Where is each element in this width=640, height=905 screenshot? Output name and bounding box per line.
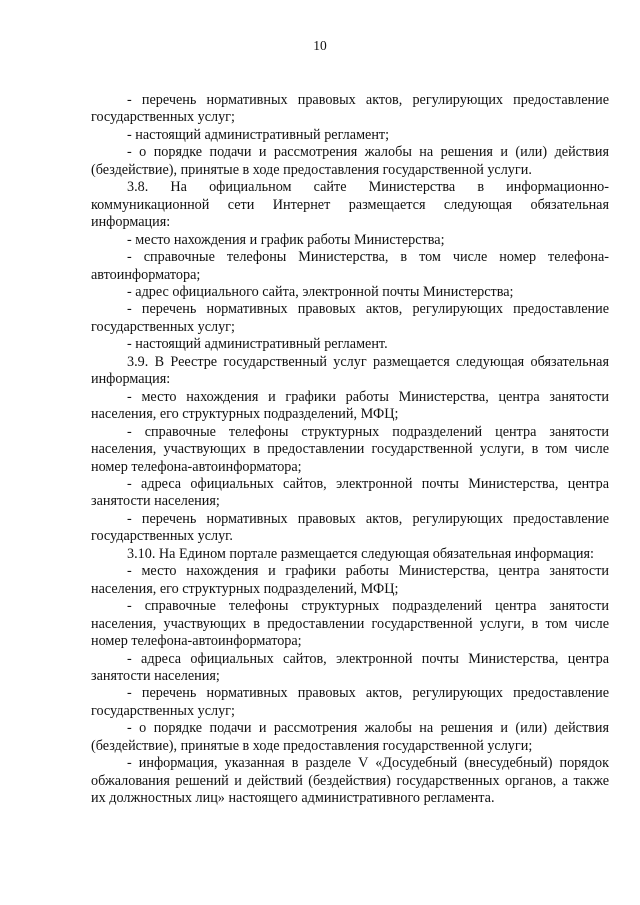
paragraph: - адрес официального сайта, электронной почты Министерства;: [127, 283, 514, 300]
paragraph: - справочные телефоны структурных подразделений центра занятости населения, участвующих в предоставлении государственной услуги, в том числе номер телефона-автоинформатора;: [91, 598, 609, 650]
paragraph: - адреса официальных сайтов, электронной почты Министерства, центра занятости населения;: [91, 650, 609, 684]
paragraph: - перечень нормативных правовых актов, регулирующих предоставление государственных услуг;: [91, 685, 609, 719]
section-paragraph-3-9: 3.9. В Реестре государственный услуг размещается следующая обязательная информация:: [91, 353, 609, 388]
paragraph: - место нахождения и график работы Министерства;: [127, 231, 445, 248]
paragraph: - место нахождения и графики работы Министерства, центра занятости населения, его структурных подразделений, МФЦ;: [91, 563, 609, 597]
document-body: [91, 92, 609, 808]
paragraph: - справочные телефоны структурных подразделений центра занятости населения, участвующих в предоставлении государственной услуги, в том числе номер телефона-автоинформатора;: [91, 423, 609, 475]
paragraph: - перечень нормативных правовых актов, регулирующих предоставление государственных услуг;: [91, 301, 609, 335]
paragraph: - адреса официальных сайтов, электронной почты Министерства, центра занятости населения;: [91, 475, 609, 510]
section-paragraph-3-10: 3.10. На Едином портале размещается следующая обязательная информация:: [127, 545, 594, 562]
paragraph: - настоящий административный регламент;: [127, 126, 390, 143]
paragraph: - место нахождения и графики работы Министерства, центра занятости населения, его структурных подразделений, МФЦ;: [91, 388, 609, 423]
page-number: 10: [313, 38, 327, 53]
paragraph: - настоящий административный регламент.: [127, 336, 388, 353]
paragraph: - перечень нормативных правовых актов, регулирующих предоставление государственных услуг;: [91, 92, 609, 126]
paragraph: - информация, указанная в разделе V «Досудебный (внесудебный) порядок обжалования решений и действий (бездействия) государственных органов, а также их должностных лиц» настоящего административного регламента.: [91, 755, 609, 807]
paragraph: - перечень нормативных правовых актов, регулирующих предоставление государственных услуг.: [91, 510, 609, 545]
paragraph: - о порядке подачи и рассмотрения жалобы на решения и (или) действия (бездействие), принятые в ходе предоставления государственной услуги;: [91, 720, 609, 754]
paragraph: - справочные телефоны Министерства, в том числе номер телефона-автоинформатора;: [91, 249, 609, 283]
section-paragraph-3-8: 3.8. На официальном сайте Министерства в информационно-коммуникационной сети Интернет размещается следующая обязательная информация:: [91, 179, 609, 231]
paragraph: - о порядке подачи и рассмотрения жалобы на решения и (или) действия (бездействие), принятые в ходе предоставления государственной услуги.: [91, 144, 609, 178]
